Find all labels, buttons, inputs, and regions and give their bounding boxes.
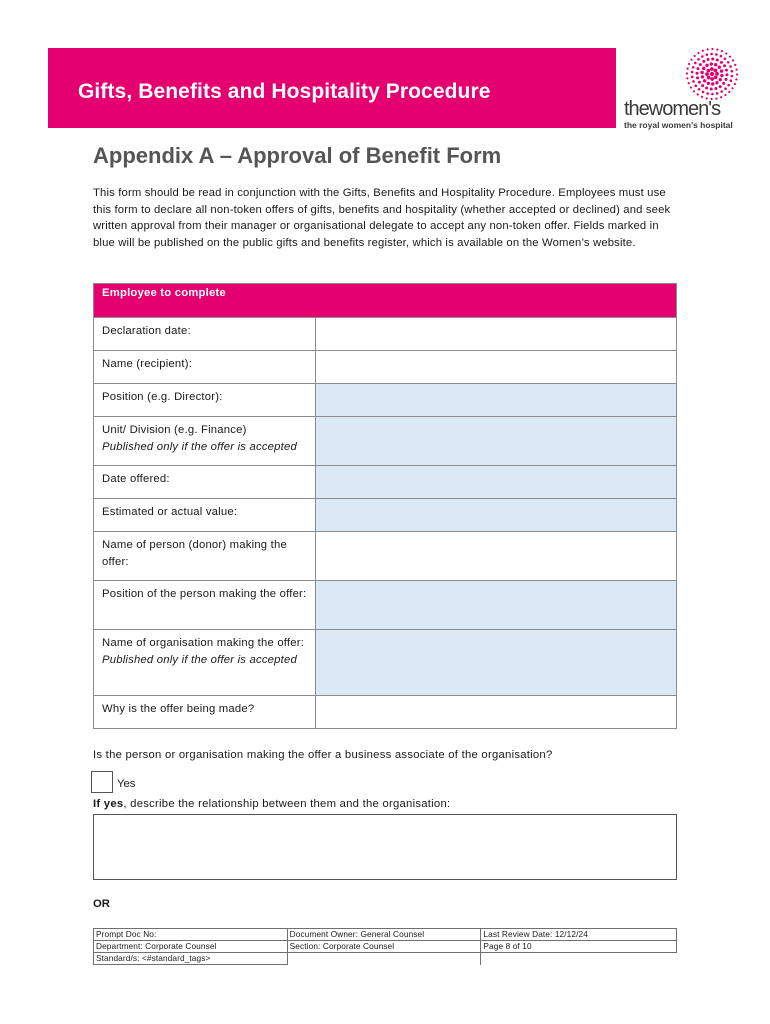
logo-dot — [736, 73, 738, 75]
logo-dot — [710, 87, 713, 90]
if-yes-rest: , describe the relationship between them and the organisation: — [123, 798, 451, 810]
logo-dot — [700, 71, 703, 74]
logo-dot — [720, 69, 723, 72]
logo-dot — [714, 76, 718, 80]
form-row-label — [94, 466, 315, 488]
logo-dot — [697, 93, 699, 95]
logo-dot — [696, 67, 699, 70]
logo-dot — [719, 78, 722, 81]
form-row-label-cell — [94, 351, 316, 384]
logo-dot — [727, 84, 730, 87]
logo-dot — [728, 91, 730, 93]
logo-dot — [710, 77, 714, 81]
logo-dot — [725, 52, 727, 54]
logo-dot — [690, 86, 692, 88]
form-row-input[interactable] — [316, 384, 677, 417]
logo-dot — [715, 72, 719, 76]
logo-dot — [706, 92, 709, 95]
form-row-label-cell — [94, 318, 316, 351]
form-row — [94, 384, 677, 417]
footer-prompt-doc: Prompt Doc No: — [94, 929, 288, 941]
benefit-form-table — [93, 283, 677, 729]
form-row-input[interactable] — [316, 499, 677, 532]
form-row — [94, 466, 677, 499]
form-row-input[interactable] — [316, 581, 677, 630]
logo-dot — [731, 87, 733, 89]
logo-dot — [696, 76, 699, 79]
logo-dot — [711, 58, 714, 61]
relationship-description-field[interactable] — [93, 814, 677, 880]
logo-dot — [734, 83, 736, 85]
logo-dot — [735, 78, 737, 80]
footer-section: Section: Corporate Counsel — [287, 941, 481, 953]
logo-dot — [719, 85, 722, 88]
logo-dot — [720, 55, 723, 58]
footer-empty-cell — [287, 953, 481, 965]
logo-dot — [705, 64, 708, 67]
published-note: Published only if the offer is accepted — [102, 653, 297, 666]
form-row-label-cell — [94, 581, 316, 630]
logo-dot — [707, 76, 711, 80]
form-row-label-text: Estimated or actual value: — [102, 506, 238, 518]
form-row-label-cell — [94, 630, 316, 696]
form-row-label-text: Name (recipient): — [102, 358, 193, 370]
form-row-label-text: Name of person (donor) making the offer: — [102, 539, 287, 568]
logo-dot — [723, 64, 726, 67]
form-row — [94, 417, 677, 466]
form-row-label — [94, 696, 315, 718]
logo-dot — [725, 73, 728, 76]
form-row-input[interactable] — [316, 466, 677, 499]
logo-dot — [697, 52, 699, 54]
logo-dot — [702, 60, 705, 63]
logo-dot — [716, 48, 718, 50]
yes-checkbox[interactable] — [91, 771, 113, 793]
logo-dot — [697, 58, 700, 61]
footer-department: Department: Corporate Counsel — [94, 941, 288, 953]
logo-dot — [725, 78, 728, 81]
logo-dot — [688, 63, 690, 65]
logo-dot — [729, 56, 731, 58]
logo-dot — [694, 84, 697, 87]
form-row-label-cell — [94, 532, 316, 581]
form-row-input[interactable] — [316, 318, 677, 351]
logo-dot — [722, 82, 725, 85]
logo-dot — [702, 91, 705, 94]
document-footer — [93, 928, 677, 965]
published-note: Published only if the offer is accepted — [102, 440, 297, 453]
form-row-label-text: Unit/ Division (e.g. Finance) — [102, 424, 247, 436]
form-row-input[interactable] — [316, 630, 677, 696]
form-row — [94, 499, 677, 532]
logo-dot — [731, 75, 734, 78]
logo-dot — [721, 50, 723, 52]
logo-dot — [732, 59, 734, 61]
form-row-label — [94, 318, 315, 340]
footer-owner: Document Owner: General Counsel — [287, 929, 481, 941]
logo-dot — [693, 90, 695, 92]
logo-dot — [706, 53, 709, 56]
logo-dot — [736, 69, 738, 71]
logo-dot — [703, 79, 706, 82]
logo-dot — [707, 48, 709, 50]
logo-dot — [692, 66, 695, 69]
footer-review-date: Last Review Date: 12/12/24 — [481, 929, 677, 941]
logo-dot — [716, 58, 719, 61]
logo-dot — [711, 48, 713, 50]
logo-dot — [686, 77, 688, 79]
logo-dot — [731, 70, 734, 73]
logo-dot — [734, 64, 736, 66]
form-row — [94, 318, 677, 351]
logo-dot — [724, 94, 726, 96]
logo-dot — [729, 65, 732, 68]
logo-dot — [711, 93, 714, 96]
logo-dot — [688, 82, 690, 84]
logo-dot — [720, 74, 723, 77]
logo-dot — [720, 61, 723, 64]
logo-dot — [720, 96, 722, 98]
form-row-label — [94, 417, 315, 455]
form-row — [94, 532, 677, 581]
form-row-input[interactable] — [316, 417, 677, 466]
logo-dot — [730, 79, 733, 82]
logo-dot — [718, 66, 721, 69]
form-row — [94, 351, 677, 384]
logo-subtitle: the royal women's hospital — [624, 120, 733, 130]
intro-paragraph: This form should be read in conjunction with the Gifts, Benefits and Hospitality Procedure. Employees must use this form to declare all non-token offers of gifts, benefits and hospitality (whether accepted or declined) and seek written approval from their manager or organisational delegate to accept any non-token offer. Fields marked in blue will be published on the public gifts and benefits register, which is available on the Women’s website. — [93, 187, 671, 249]
form-section-header — [94, 284, 677, 318]
logo-dot — [707, 58, 710, 61]
footer-standards: Standard/s: <#standard_tags> — [94, 953, 288, 965]
form-row-label — [94, 581, 315, 603]
logo-dot — [714, 87, 717, 90]
logo-dot — [710, 67, 714, 71]
logo-dot — [698, 81, 701, 84]
logo-dot — [696, 72, 699, 75]
logo-dot — [702, 67, 705, 70]
form-row — [94, 696, 677, 729]
logo-dot — [724, 87, 727, 90]
logo-dot — [701, 75, 704, 78]
form-row-input[interactable] — [316, 696, 677, 729]
logo-dot — [707, 82, 710, 85]
form-row-label-text: Name of organisation making the offer: — [102, 637, 305, 649]
form-row-label-text: Date offered: — [102, 473, 170, 485]
logo-dot — [705, 72, 709, 76]
form-row-label-text: Declaration date: — [102, 325, 191, 337]
logo-dot — [716, 92, 719, 95]
logo-dot — [715, 53, 718, 56]
logo-dot — [715, 81, 718, 84]
footer-page: Page 8 of 10 — [481, 941, 677, 953]
logo-dot — [694, 55, 696, 57]
form-row-label — [94, 532, 315, 570]
page-title: Appendix A – Approval of Benefit Form — [93, 143, 502, 168]
logo-dot — [698, 88, 701, 91]
form-row-label-text: Position of the person making the offer: — [102, 588, 307, 600]
form-row-label — [94, 630, 315, 668]
form-row-label-text: Why is the offer being made? — [102, 703, 255, 715]
logo-dot — [710, 53, 713, 56]
logo-dot — [702, 50, 704, 52]
logo-dot — [699, 63, 702, 66]
logo-dot — [686, 72, 688, 74]
logo-dot — [724, 57, 727, 60]
logo-dot — [690, 59, 692, 61]
procedure-title: Gifts, Benefits and Hospitality Procedure — [78, 80, 491, 103]
form-row-label — [94, 351, 315, 373]
logo-dot — [694, 62, 697, 65]
form-row-label — [94, 499, 315, 521]
header-banner — [48, 48, 616, 128]
form-row-label — [94, 384, 315, 406]
logo-dot — [705, 87, 708, 90]
logo-dot — [701, 55, 704, 58]
dot-flower-icon — [682, 44, 742, 104]
form-row-label-cell — [94, 696, 316, 729]
logo-dot — [711, 82, 714, 85]
logo-dot — [727, 61, 730, 64]
womens-hospital-logo — [620, 44, 750, 134]
form-row-input[interactable] — [316, 351, 677, 384]
logo-dot — [710, 62, 713, 65]
logo-dot — [720, 90, 723, 93]
logo-dot — [701, 84, 704, 87]
form-row-label-cell — [94, 499, 316, 532]
form-row-label-cell — [94, 384, 316, 417]
footer-empty-cell — [481, 953, 677, 965]
form-section-header-label: Employee to complete — [102, 287, 226, 299]
business-associate-question: Is the person or organisation making the offer a business associate of the organisation? — [93, 749, 553, 761]
form-row-label-text: Position (e.g. Director): — [102, 391, 223, 403]
form-row — [94, 581, 677, 630]
if-yes-bold: If yes — [93, 798, 124, 810]
logo-dot — [686, 68, 688, 70]
or-label: OR — [93, 898, 110, 910]
yes-label: Yes — [117, 778, 136, 790]
logo-wordmark: thewomen's — [624, 98, 721, 120]
logo-dot — [706, 69, 710, 73]
form-row-label-cell — [94, 417, 316, 466]
form-row-input[interactable] — [316, 532, 677, 581]
logo-dot — [725, 69, 728, 72]
form-row-label-cell — [94, 466, 316, 499]
logo-dot — [714, 63, 717, 66]
logo-dot — [714, 68, 718, 72]
if-yes-instruction — [93, 798, 450, 810]
logo-dot — [691, 71, 694, 74]
logo-dot — [692, 80, 695, 83]
logo-dot — [691, 76, 694, 79]
form-row — [94, 630, 677, 696]
logo-dot — [710, 72, 714, 76]
